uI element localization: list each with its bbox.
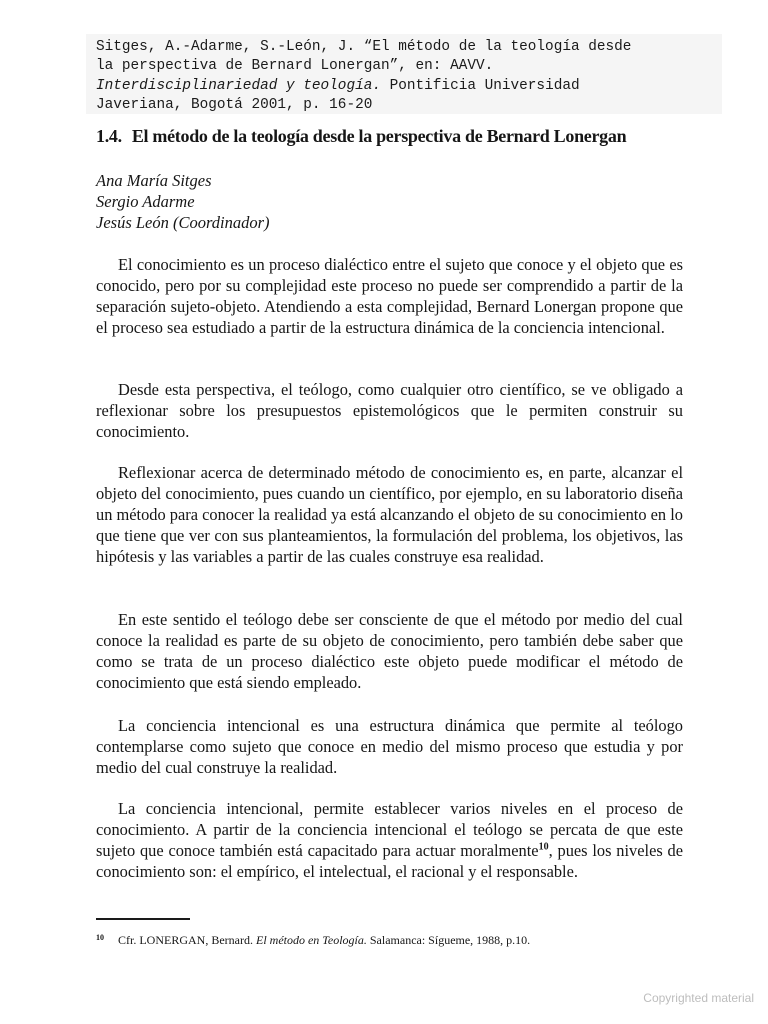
author-2: Sergio Adarme: [96, 192, 195, 212]
citation-line-2: la perspectiva de Bernard Lonergan”, en: AAVV.: [96, 58, 494, 75]
footnote: [96, 933, 530, 948]
paragraph-6-text-after: , pues los niveles de conocimiento son: el empírico, el intelectual, el racional y el responsable.: [96, 841, 684, 882]
author-list: [96, 170, 270, 234]
citation-line-1: Sitges, A.-Adarme, S.-León, J. “El método de la teología desde: [96, 39, 632, 55]
citation: [96, 38, 726, 116]
author-3: Jesús León (Coordinador): [96, 213, 270, 233]
citation-journal: Interdisciplinariedad y teología.: [96, 77, 381, 94]
author-1: Ana María Sitges: [96, 171, 212, 190]
footnote-number: 10: [96, 933, 104, 942]
section-heading: [96, 126, 696, 147]
paragraph-5: La conciencia intencional es una estructura dinámica que permite al teólogo contemplarse como sujeto que conoce en medio del mismo proceso que estudia y por medio del cual construye la realidad.: [96, 716, 683, 778]
paragraph-4: En este sentido el teólogo debe ser consciente de que el método por medio del cual conoce la realidad es parte de su objeto de conocimiento, pero también debe saber que como se trata de un proceso dialéctico este objeto puede modificar el método de conocimiento que está siendo empleado.: [96, 610, 683, 693]
citation-publisher: Pontificia Universidad: [380, 77, 580, 94]
paragraph-2: Desde esta perspectiva, el teólogo, como cualquier otro científico, se ve obligado a reflexionar sobre los presupuestos epistemológicos que le permiten construir su conocimiento.: [96, 380, 683, 442]
copyright-watermark: Copyrighted material: [643, 991, 754, 1005]
footnote-reference[interactable]: 10: [538, 841, 549, 853]
citation-line-3: [96, 77, 726, 96]
paragraph-6: [96, 798, 683, 882]
paragraph-3: Reflexionar acerca de determinado método de conocimiento es, en parte, alcanzar el objeto del conocimiento, pues cuando un científico, por ejemplo, en su laboratorio diseña un método para conocer la realidad ya está alcanzando el objeto de su conocimiento en lo que tiene que ver con sus planteamientos, la formulación del problema, los objetivos, las hipótesis y las variables a partir de las cuales construye esa realidad.: [96, 463, 683, 567]
section-title: El método de la teología desde la perspectiva de Bernard Lonergan: [131, 126, 627, 146]
citation-line-4: Javeriana, Bogotá 2001, p. 16-20: [96, 97, 373, 114]
paragraph-1: El conocimiento es un proceso dialéctico entre el sujeto que conoce y el objeto que es conocido, pero por su complejidad este proceso no puede ser comprendido a partir de la separación sujeto-objeto. Atendiendo a esta complejidad, Bernard Lonergan propone que el proceso sea estudiado a partir de la estructura dinámica de la conciencia intencional.: [96, 255, 683, 338]
footnote-suffix: Salamanca: Sígueme, 1988, p.10.: [366, 933, 531, 947]
footnote-divider: [96, 918, 190, 920]
paragraph-6-text-before: La conciencia intencional, permite establecer varios niveles en el proceso de conocimiento. A partir de la conciencia intencional el teólogo se percata de que este sujeto que conoce también está capacitado para actuar moralmente: [96, 799, 683, 861]
footnote-prefix: Cfr. LONERGAN, Bernard.: [118, 933, 256, 947]
footnote-book-title: El método en Teología.: [255, 933, 367, 947]
section-number: 1.4.: [96, 126, 122, 146]
